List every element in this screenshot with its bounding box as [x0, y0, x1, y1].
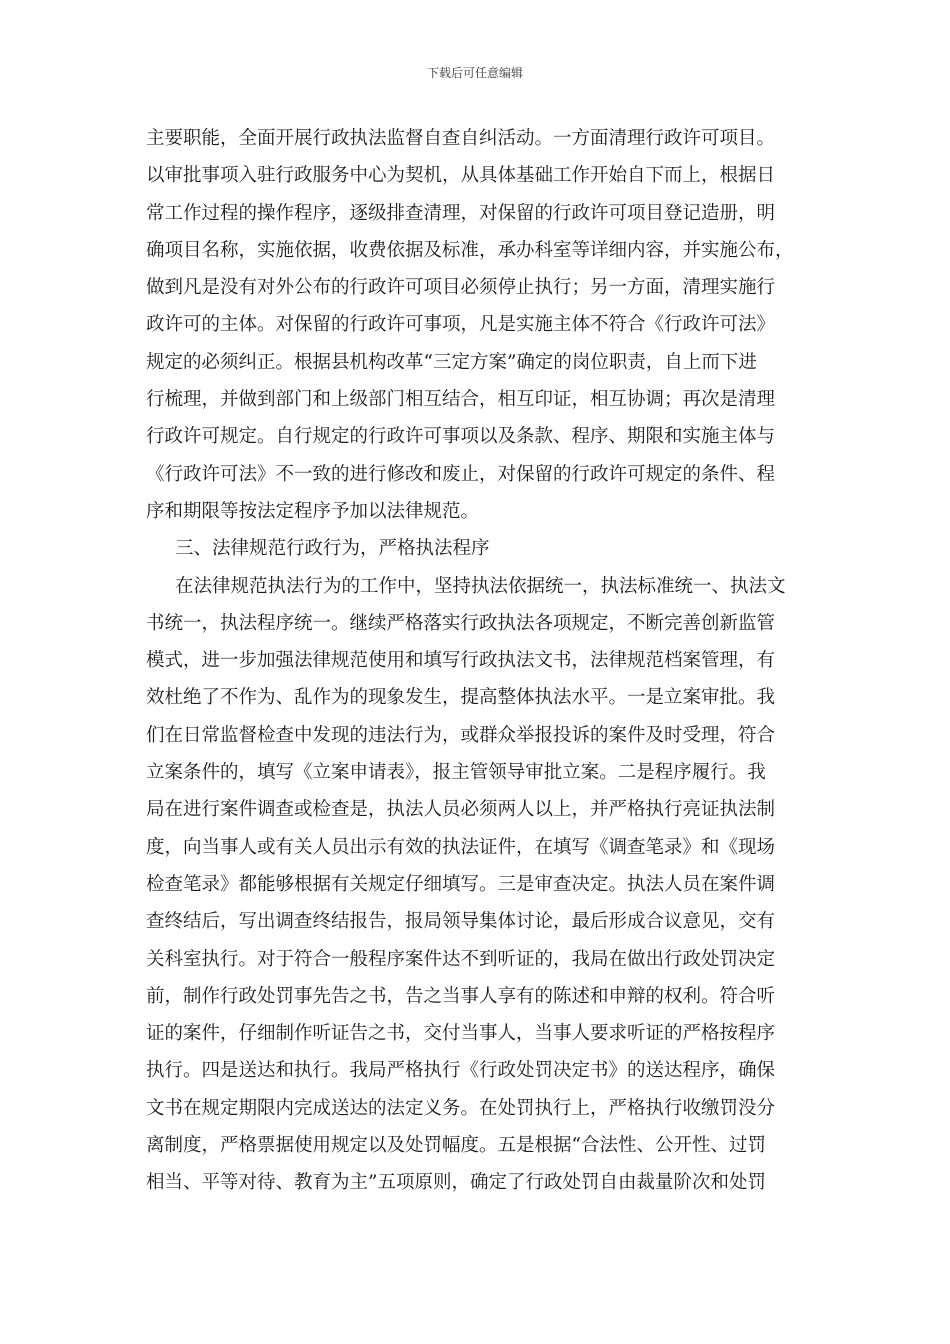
text-line: 立案条件的，填写《立案申请表》，报主管领导审批立案。二是程序履行。我	[146, 762, 766, 784]
text-line: 检查笔录》都能够根据有关规定仔细填写。三是审查决定。执法人员在案件调	[146, 873, 776, 895]
text-line: 前，制作行政处罚事先告之书，告之当事人享有的陈述和申辩的权利。符合听	[146, 985, 776, 1007]
text-line: 模式，进一步加强法律规范使用和填写行政执法文书，法律规范档案管理，有	[146, 650, 776, 672]
text-line: 以审批事项入驻行政服务中心为契机，从具体基础工作开始自下而上，根据日	[146, 165, 776, 187]
text-line: 确项目名称，实施依据，收费依据及标准，承办科室等详细内容，并实施公布，	[146, 239, 794, 261]
text-line: 序和期限等按法定程序予加以法律规范。	[146, 500, 480, 522]
text-line: 行梳理，并做到部门和上级部门相互结合，相互印证，相互协调；再次是清理	[146, 389, 776, 411]
text-line: 查终结后，写出调查终结报告，报局领导集体讨论，最后形成合议意见，交有	[146, 911, 776, 933]
text-line: 主要职能，全面开展行政执法监督自查自纠活动。一方面清理行政许可项目。	[146, 128, 776, 149]
text-line: 证的案件，仔细制作听证告之书，交付当事人，当事人要求听证的严格按程序	[146, 1023, 776, 1045]
text-line: 关科室执行。对于符合一般程序案件达不到听证的，我局在做出行政处罚决定	[146, 948, 776, 970]
text-line: 常工作过程的操作程序，逐级排查清理，对保留的行政许可项目登记造册，明	[146, 202, 776, 224]
section-heading: 三、法律规范行政行为，严格执法程序	[175, 538, 490, 560]
text-line: 做到凡是没有对外公布的行政许可项目必须停止执行；另一方面，清理实施行	[146, 277, 776, 299]
page-header: 下载后可任意编辑	[426, 66, 523, 80]
text-line: 们在日常监督检查中发现的违法行为，或群众举报投诉的案件及时受理，符合	[146, 724, 776, 746]
text-line: 度，向当事人或有关人员出示有效的执法证件，在填写《调查笔录》和《现场	[146, 836, 776, 858]
text-line: 《行政许可法》不一致的进行修改和废止，对保留的行政许可规定的条件、程	[146, 463, 776, 485]
text-line: 规定的必须纠正。根据县机构改革“三定方案”确定的岗位职责，自上而下进	[146, 351, 757, 373]
text-line: 相当、平等对待、教育为主”五项原则，确定了行政处罚自由裁量阶次和处罚	[146, 1172, 766, 1194]
text-line: 在法律规范执法行为的工作中，坚持执法依据统一，执法标准统一、执法文	[175, 575, 786, 597]
text-line: 书统一，执法程序统一。继续严格落实行政执法各项规定，不断完善创新监管	[146, 612, 776, 634]
text-line: 行政许可规定。自行规定的行政许可事项以及条款、程序、期限和实施主体与	[146, 426, 776, 448]
text-line: 效杜绝了不作为、乱作为的现象发生，提高整体执法水平。一是立案审批。我	[146, 687, 776, 709]
text-line: 政许可的主体。对保留的行政许可事项，凡是实施主体不符合《行政许可法》	[146, 314, 776, 336]
document-body	[146, 120, 806, 1202]
text-line: 执行。四是送达和执行。我局严格执行《行政处罚决定书》的送达程序，确保	[146, 1060, 776, 1082]
text-line: 离制度，严格票据使用规定以及处罚幅度。五是根据“合法性、公开性、过罚	[146, 1135, 766, 1157]
text-line: 文书在规定期限内完成送达的法定义务。在处罚执行上，严格执行收缴罚没分	[146, 1097, 776, 1119]
text-line: 局在进行案件调查或检查是，执法人员必须两人以上，并严格执行亮证执法制	[146, 799, 776, 821]
